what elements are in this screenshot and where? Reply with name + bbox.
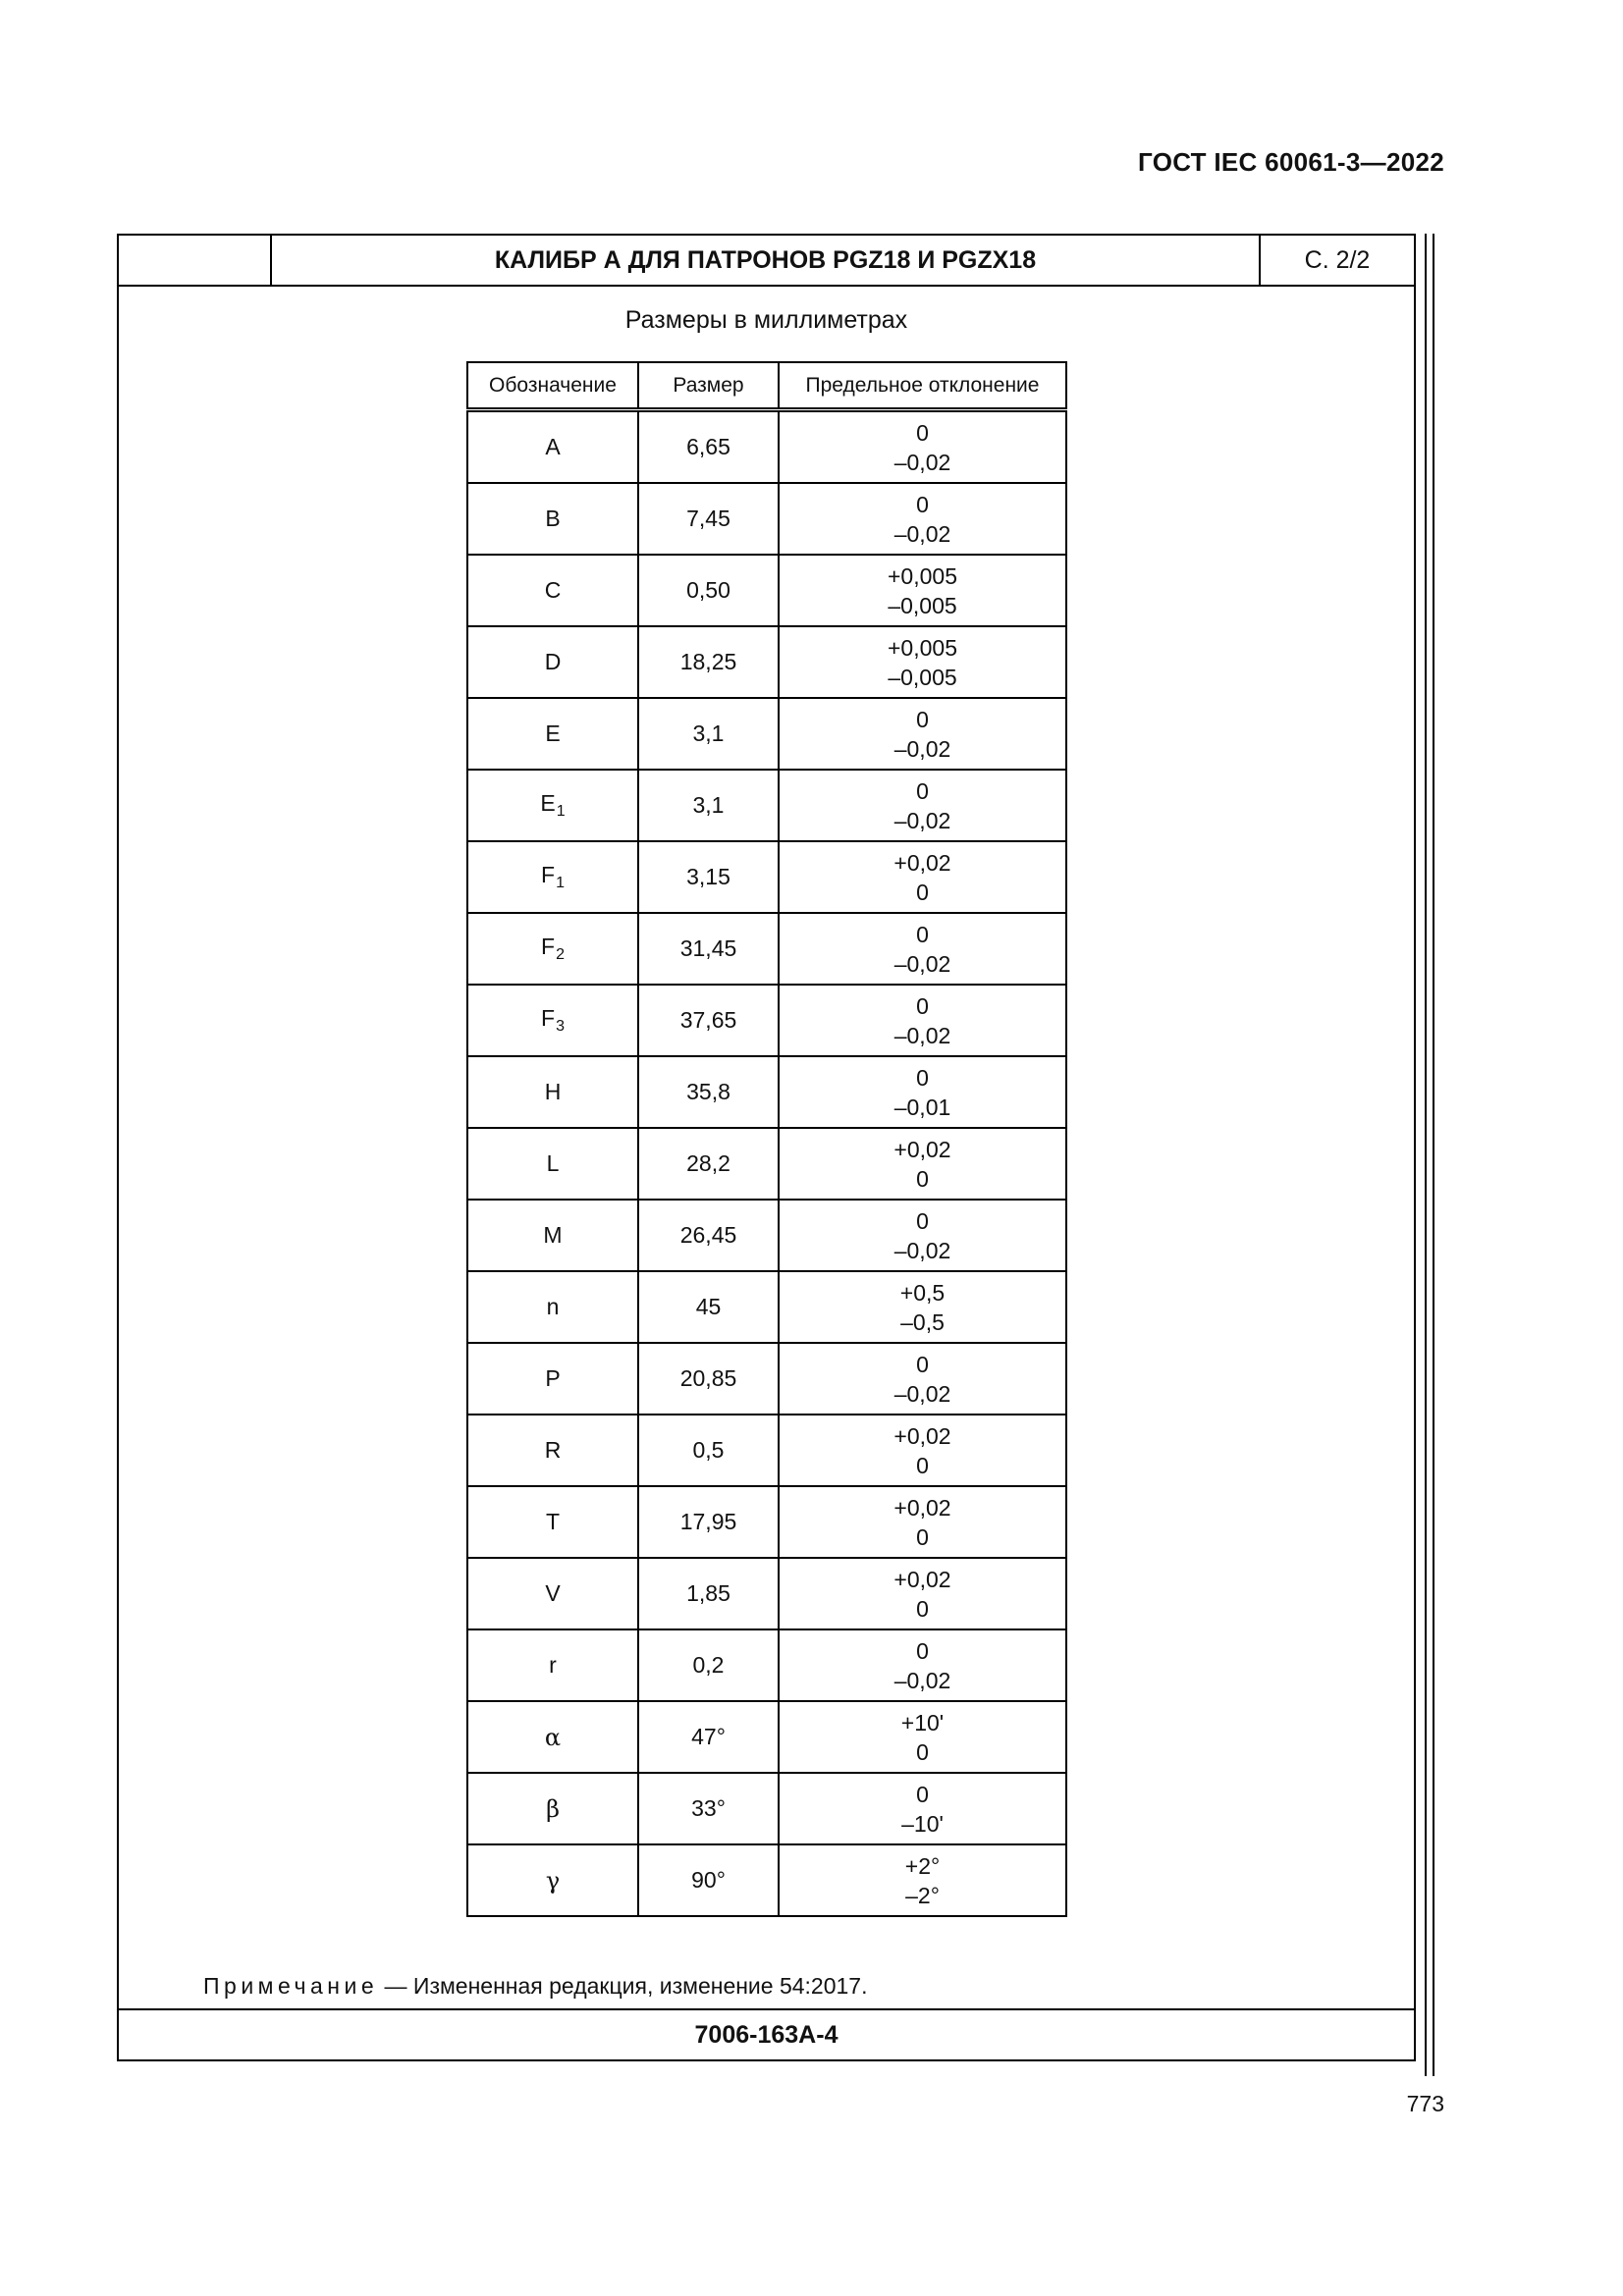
upper-deviation: +0,5 — [899, 1279, 946, 1306]
table-header-row — [467, 362, 1066, 410]
lower-deviation: –0,5 — [900, 1308, 945, 1335]
designation-symbol: H — [544, 1079, 562, 1104]
upper-deviation: 0 — [916, 491, 929, 517]
table-row — [467, 1773, 1066, 1844]
drawing-sheet-frame — [117, 234, 1416, 2061]
upper-deviation: +0,02 — [893, 849, 951, 876]
table-row — [467, 1844, 1066, 1916]
lower-deviation: –0,02 — [893, 1022, 951, 1048]
designation-cell — [467, 1773, 638, 1844]
size-cell: 7,45 — [638, 483, 779, 555]
designation-cell — [467, 1629, 638, 1701]
units-caption: Размеры в миллиметрах — [624, 306, 908, 334]
table-row — [467, 913, 1066, 985]
designation-subscript: 1 — [556, 875, 565, 891]
size-cell: 3,1 — [638, 770, 779, 841]
table-row — [467, 841, 1066, 913]
tolerance-cell — [779, 1773, 1066, 1844]
size-cell: 0,5 — [638, 1415, 779, 1486]
lower-deviation: –10' — [901, 1810, 944, 1837]
designation-cell — [467, 1271, 638, 1343]
table-row — [467, 985, 1066, 1056]
lower-deviation: –0,02 — [893, 735, 951, 762]
upper-deviation: +0,02 — [893, 1566, 951, 1592]
lower-deviation: –0,02 — [893, 807, 951, 833]
designation-cell — [467, 626, 638, 698]
upper-deviation: 0 — [916, 1781, 929, 1807]
tolerance-cell — [779, 555, 1066, 626]
designation-symbol: F — [541, 934, 556, 959]
designation-cell — [467, 1056, 638, 1128]
upper-deviation: +0,02 — [893, 1136, 951, 1162]
tolerance-cell — [779, 913, 1066, 985]
table-row — [467, 1558, 1066, 1629]
size-cell: 33° — [638, 1773, 779, 1844]
upper-deviation: 0 — [916, 419, 929, 446]
designation-symbol: E — [540, 790, 556, 816]
tolerance-cell — [779, 483, 1066, 555]
size-cell: 6,65 — [638, 410, 779, 484]
designation-subscript: 3 — [556, 1018, 565, 1035]
table-row — [467, 410, 1066, 484]
designation-symbol: α — [544, 1723, 562, 1751]
tolerance-cell — [779, 1415, 1066, 1486]
tolerance-cell — [779, 841, 1066, 913]
size-cell: 28,2 — [638, 1128, 779, 1200]
tolerance-cell — [779, 698, 1066, 770]
size-cell: 47° — [638, 1701, 779, 1773]
table-row — [467, 1415, 1066, 1486]
dimensions-table — [466, 361, 1067, 1917]
upper-deviation: +2° — [904, 1852, 941, 1879]
upper-deviation: 0 — [916, 1351, 929, 1377]
table-row — [467, 626, 1066, 698]
title-block — [119, 236, 1414, 287]
designation-cell — [467, 841, 638, 913]
tolerance-cell — [779, 1844, 1066, 1916]
note-text: — Измененная редакция, изменение 54:2017. — [378, 1973, 868, 1999]
designation-cell — [467, 1844, 638, 1916]
size-cell: 18,25 — [638, 626, 779, 698]
designation-subscript: 1 — [556, 803, 566, 820]
table-row — [467, 1271, 1066, 1343]
designation-cell — [467, 913, 638, 985]
designation-symbol: D — [544, 649, 562, 674]
tolerance-cell — [779, 626, 1066, 698]
tolerance-cell — [779, 1056, 1066, 1128]
drawing-code: 7006-163A-4 — [119, 2008, 1414, 2059]
upper-deviation: 0 — [916, 1637, 929, 1664]
size-cell: 35,8 — [638, 1056, 779, 1128]
designation-symbol: T — [545, 1509, 561, 1534]
upper-deviation: 0 — [916, 706, 929, 732]
size-cell: 20,85 — [638, 1343, 779, 1415]
size-cell: 3,1 — [638, 698, 779, 770]
designation-symbol: γ — [545, 1866, 561, 1895]
designation-symbol: L — [546, 1150, 560, 1176]
size-cell: 37,65 — [638, 985, 779, 1056]
upper-deviation: 0 — [916, 921, 929, 947]
size-cell: 3,15 — [638, 841, 779, 913]
designation-symbol: B — [545, 506, 561, 531]
tolerance-cell — [779, 985, 1066, 1056]
tolerance-cell — [779, 770, 1066, 841]
sheet-number: С. 2/2 — [1304, 246, 1371, 274]
size-cell: 17,95 — [638, 1486, 779, 1558]
tolerance-cell — [779, 1271, 1066, 1343]
designation-cell — [467, 483, 638, 555]
designation-cell — [467, 770, 638, 841]
lower-deviation: –0,01 — [893, 1094, 951, 1120]
right-margin-rule — [1433, 234, 1434, 2076]
table-row — [467, 1629, 1066, 1701]
upper-deviation: +0,02 — [893, 1494, 951, 1521]
designation-symbol: r — [549, 1652, 557, 1678]
size-cell: 0,2 — [638, 1629, 779, 1701]
tolerance-cell — [779, 1200, 1066, 1271]
designation-symbol: P — [545, 1365, 561, 1391]
lower-deviation: 0 — [916, 1595, 929, 1622]
column-header-designation: Обозначение — [467, 362, 638, 410]
upper-deviation: 0 — [916, 777, 929, 804]
lower-deviation: –0,02 — [893, 1380, 951, 1407]
table-row — [467, 1343, 1066, 1415]
tolerance-cell — [779, 410, 1066, 484]
designation-cell — [467, 1343, 638, 1415]
lower-deviation: 0 — [916, 1523, 929, 1550]
lower-deviation: –0,005 — [888, 664, 957, 690]
lower-deviation: –2° — [905, 1882, 940, 1908]
lower-deviation: –0,02 — [893, 1667, 951, 1693]
table-row — [467, 1056, 1066, 1128]
note-label: Примечание — [203, 1973, 379, 1999]
designation-cell — [467, 555, 638, 626]
upper-deviation: 0 — [916, 1064, 929, 1091]
designation-cell — [467, 1415, 638, 1486]
designation-symbol: R — [544, 1437, 562, 1463]
lower-deviation: –0,02 — [893, 520, 951, 547]
designation-symbol: C — [544, 577, 562, 603]
designation-subscript: 2 — [556, 946, 565, 963]
lower-deviation: –0,02 — [893, 449, 951, 475]
size-cell: 90° — [638, 1844, 779, 1916]
table-row — [467, 1486, 1066, 1558]
size-cell: 26,45 — [638, 1200, 779, 1271]
designation-symbol: V — [545, 1580, 561, 1606]
tolerance-cell — [779, 1343, 1066, 1415]
size-cell: 1,85 — [638, 1558, 779, 1629]
standard-designation: ГОСТ IEC 60061-3—2022 — [1138, 147, 1444, 177]
lower-deviation: –0,005 — [888, 592, 957, 618]
designation-cell — [467, 698, 638, 770]
designation-cell — [467, 1701, 638, 1773]
designation-symbol: E — [545, 721, 561, 746]
lower-deviation: 0 — [916, 1452, 929, 1478]
lower-deviation: 0 — [916, 1165, 929, 1192]
upper-deviation: +10' — [900, 1709, 945, 1735]
table-row — [467, 555, 1066, 626]
designation-cell — [467, 1558, 638, 1629]
tolerance-cell — [779, 1558, 1066, 1629]
table-row — [467, 698, 1066, 770]
designation-cell — [467, 410, 638, 484]
column-header-tolerance: Предельное отклонение — [779, 362, 1066, 410]
upper-deviation: +0,005 — [888, 634, 957, 661]
upper-deviation: +0,02 — [893, 1422, 951, 1449]
title-empty-cell — [119, 236, 272, 285]
table-row — [467, 1701, 1066, 1773]
note — [203, 1973, 868, 2000]
designation-cell — [467, 1128, 638, 1200]
designation-symbol: M — [543, 1222, 563, 1248]
table-row — [467, 1128, 1066, 1200]
designation-symbol: β — [546, 1794, 560, 1823]
upper-deviation: 0 — [916, 1207, 929, 1234]
tolerance-cell — [779, 1701, 1066, 1773]
size-cell: 45 — [638, 1271, 779, 1343]
designation-cell — [467, 985, 638, 1056]
upper-deviation: 0 — [916, 992, 929, 1019]
table-row — [467, 483, 1066, 555]
tolerance-cell — [779, 1128, 1066, 1200]
designation-symbol: F — [541, 1005, 556, 1031]
designation-cell — [467, 1200, 638, 1271]
tolerance-cell — [779, 1486, 1066, 1558]
designation-symbol: F — [541, 862, 556, 887]
column-header-size: Размер — [638, 362, 779, 410]
lower-deviation: –0,02 — [893, 950, 951, 977]
table-row — [467, 1200, 1066, 1271]
lower-deviation: 0 — [916, 879, 929, 905]
right-margin-rule — [1425, 234, 1427, 2076]
size-cell: 31,45 — [638, 913, 779, 985]
lower-deviation: –0,02 — [893, 1237, 951, 1263]
upper-deviation: +0,005 — [888, 562, 957, 589]
designation-symbol: n — [546, 1294, 560, 1319]
size-cell: 0,50 — [638, 555, 779, 626]
sheet-title: КАЛИБР А ДЛЯ ПАТРОНОВ PGZ18 И PGZX18 — [272, 236, 1261, 285]
lower-deviation: 0 — [916, 1738, 929, 1765]
designation-symbol: A — [545, 434, 561, 459]
page-number: 773 — [1406, 2091, 1444, 2116]
designation-cell — [467, 1486, 638, 1558]
table-body — [467, 410, 1066, 1917]
table-row — [467, 770, 1066, 841]
tolerance-cell — [779, 1629, 1066, 1701]
